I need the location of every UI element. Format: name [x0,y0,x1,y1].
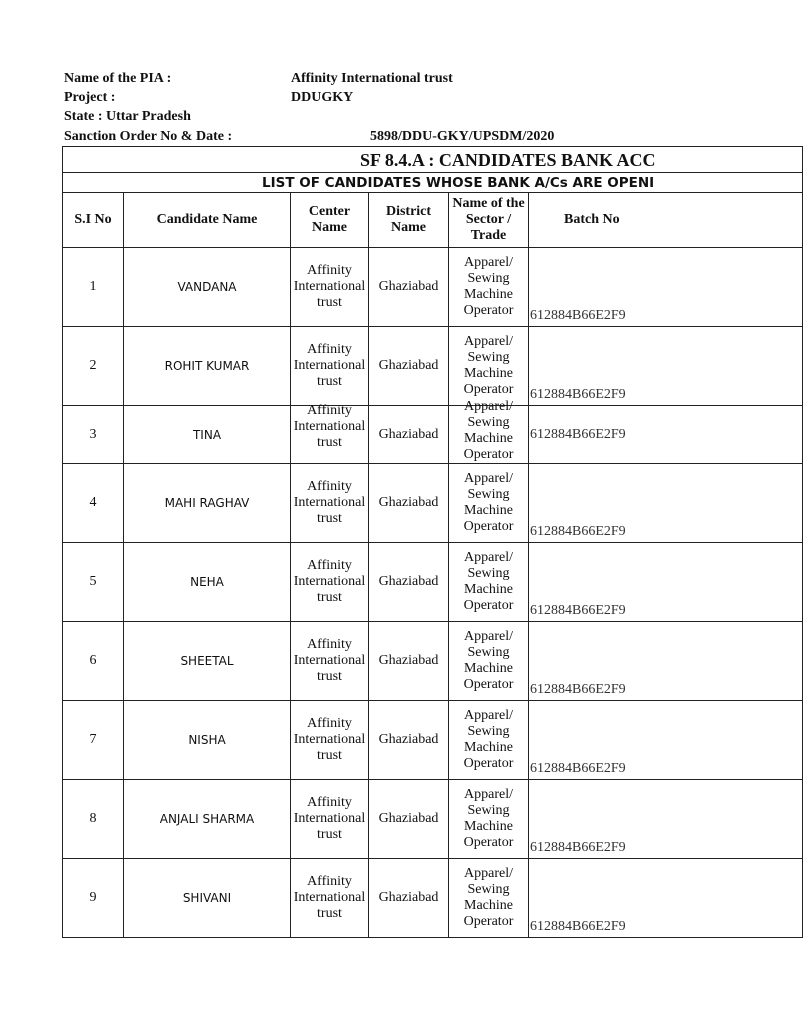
col-header-sno: S.I No [63,193,124,248]
cell-sector-trade: Apparel/ Sewing Machine Operator [449,543,529,622]
cell-batch-no: 612884B66E2F9 [529,543,803,622]
cell-candidate-name: NEHA [124,543,291,622]
cell-district-name: Ghaziabad [369,248,449,327]
cell-sector-trade: Apparel/ Sewing Machine Operator [449,248,529,327]
table-row [63,543,803,622]
cell-district-name: Ghaziabad [369,780,449,859]
cell-candidate-name: NISHA [124,701,291,780]
cell-sector-trade: Apparel/ Sewing Machine Operator [449,859,529,938]
table-viewport [62,146,657,934]
cell-batch-no: 612884B66E2F9 [529,327,803,406]
cell-sno: 2 [63,327,124,406]
cell-batch-no: 612884B66E2F9 [529,622,803,701]
table-row [63,248,803,327]
cell-candidate-name: TINA [124,406,291,464]
cell-sector-trade: Apparel/ Sewing Machine Operator [449,780,529,859]
cell-sno: 3 [63,406,124,464]
cell-center-name: Affinity International trust [291,406,369,464]
cell-district-name: Ghaziabad [369,701,449,780]
project-value: DDUGKY [291,90,354,105]
cell-sector-trade: Apparel/ Sewing Machine Operator [449,622,529,701]
cell-center-name: Affinity International trust [291,859,369,938]
table-row [63,859,803,938]
cell-batch-no: 612884B66E2F9 [529,406,803,464]
state-label: State : Uttar Pradesh [64,109,191,124]
cell-district-name: Ghaziabad [369,859,449,938]
cell-batch-no: 612884B66E2F9 [529,248,803,327]
cell-sector-trade: Apparel/ Sewing Machine Operator [449,406,529,464]
cell-sector-trade: Apparel/ Sewing Machine Operator [449,701,529,780]
table-subtitle: LIST OF CANDIDATES WHOSE BANK A/Cs ARE OPENI [63,173,803,193]
cell-center-name: Affinity International trust [291,701,369,780]
col-header-sector-trade: Name of the Sector / Trade [449,193,529,248]
cell-sno: 5 [63,543,124,622]
cell-sno: 9 [63,859,124,938]
project-label: Project : [64,90,116,105]
cell-center-name: Affinity International trust [291,327,369,406]
cell-batch-no: 612884B66E2F9 [529,464,803,543]
cell-center-name: Affinity International trust [291,464,369,543]
table-row [63,701,803,780]
cell-sno: 8 [63,780,124,859]
cell-candidate-name: ROHIT KUMAR [124,327,291,406]
table-row [63,406,803,464]
cell-candidate-name: SHIVANI [124,859,291,938]
cell-center-name: Affinity International trust [291,622,369,701]
sanction-label: Sanction Order No & Date : [64,129,233,144]
pia-value: Affinity International trust [291,71,453,86]
cell-batch-no: 612884B66E2F9 [529,780,803,859]
cell-center-name: Affinity International trust [291,248,369,327]
cell-center-name: Affinity International trust [291,780,369,859]
cell-center-name: Affinity International trust [291,543,369,622]
table-row [63,327,803,406]
table-row [63,464,803,543]
col-header-center-name: Center Name [291,193,369,248]
col-header-candidate-name: Candidate Name [124,193,291,248]
cell-district-name: Ghaziabad [369,543,449,622]
cell-district-name: Ghaziabad [369,406,449,464]
cell-batch-no: 612884B66E2F9 [529,701,803,780]
cell-candidate-name: SHEETAL [124,622,291,701]
table-title: SF 8.4.A : CANDIDATES BANK ACC [63,147,803,173]
cell-sector-trade: Apparel/ Sewing Machine Operator [449,327,529,406]
cell-sno: 7 [63,701,124,780]
cell-sno: 1 [63,248,124,327]
cell-district-name: Ghaziabad [369,622,449,701]
col-header-district-name: District Name [369,193,449,248]
col-header-batch-no: Batch No [529,193,803,248]
cell-candidate-name: ANJALI SHARMA [124,780,291,859]
cell-candidate-name: VANDANA [124,248,291,327]
sanction-value: 5898/DDU-GKY/UPSDM/2020 [370,129,555,144]
candidates-table [62,146,803,938]
cell-sector-trade: Apparel/ Sewing Machine Operator [449,464,529,543]
cell-district-name: Ghaziabad [369,327,449,406]
cell-sno: 4 [63,464,124,543]
cell-sno: 6 [63,622,124,701]
pia-label: Name of the PIA : [64,71,172,86]
table-row [63,622,803,701]
cell-candidate-name: MAHI RAGHAV [124,464,291,543]
table-row [63,780,803,859]
cell-batch-no: 612884B66E2F9 [529,859,803,938]
cell-district-name: Ghaziabad [369,464,449,543]
